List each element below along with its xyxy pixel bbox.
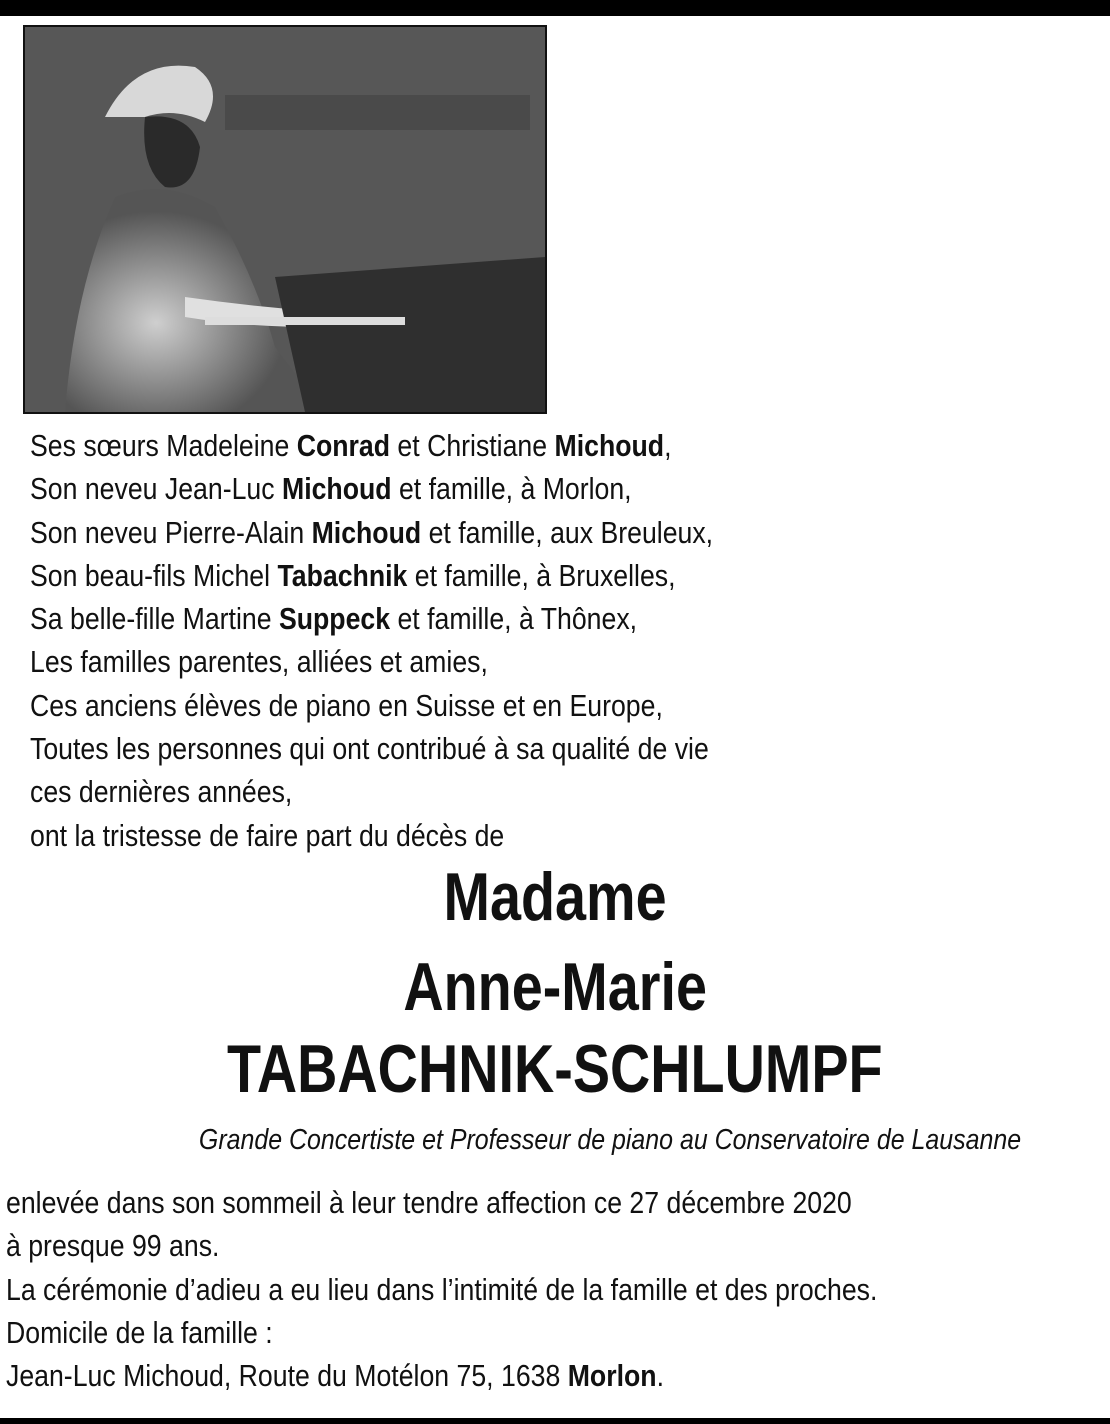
text-segment: à presque 99 ans. [6, 1228, 220, 1264]
text-segment: Ces anciens élèves de piano en Suisse et en Europe, [30, 687, 663, 723]
text-segment: Les familles parentes, alliées et amies, [30, 644, 488, 680]
family-line [30, 511, 713, 554]
family-line [30, 467, 713, 510]
text-segment: Son neveu Pierre-Alain [30, 514, 312, 550]
portrait-image [25, 27, 545, 412]
bold-surname: Conrad [296, 428, 391, 463]
deceased-first-name: Anne-Marie [403, 949, 707, 1025]
deceased-last-name: TABACHNIK-SCHLUMPF [227, 1031, 883, 1107]
deceased-title: Madame [443, 859, 667, 935]
text-segment: ont la tristesse de faire part du décès de [30, 817, 505, 853]
bold-surname: Michoud [311, 514, 422, 550]
text-segment: et famille, aux Breuleux, [421, 514, 714, 550]
text-segment: et Christiane [390, 428, 555, 463]
family-line [30, 640, 713, 683]
family-line [30, 597, 713, 640]
family-line [30, 684, 713, 727]
text-segment: et famille, à Bruxelles, [407, 557, 676, 593]
top-border [0, 0, 1110, 16]
family-line [30, 770, 713, 813]
announcement-family-list [30, 424, 824, 857]
text-segment: . [656, 1358, 664, 1394]
family-line [30, 727, 713, 770]
bottom-border [0, 1418, 1110, 1424]
closing-line [6, 1354, 877, 1397]
text-segment: Domicile de la famille : [6, 1314, 273, 1350]
closing-line [6, 1181, 877, 1224]
closing-line [6, 1311, 877, 1354]
text-segment: Toutes les personnes qui ont contribué à sa qualité de vie [30, 731, 709, 767]
text-segment: La cérémonie d’adieu a eu lieu dans l’intimité de la famille et des proches. [6, 1271, 878, 1307]
text-segment: , [664, 428, 672, 463]
text-segment: et famille, à Morlon, [391, 471, 632, 507]
family-line [30, 424, 713, 467]
text-segment: Ses sœurs Madeleine [30, 428, 297, 463]
family-line [30, 554, 713, 597]
bold-surname: Morlon [567, 1358, 657, 1394]
deceased-description: Grande Concertiste et Professeur de piano au Conservatoire de Lausanne [198, 1124, 1022, 1156]
bold-surname: Michoud [554, 428, 665, 463]
text-segment: Son neveu Jean-Luc [30, 471, 282, 507]
text-segment: ces dernières années, [30, 774, 293, 810]
bold-surname: Suppeck [278, 601, 391, 637]
closing-line [6, 1268, 877, 1311]
text-segment: enlevée dans son sommeil à leur tendre affection ce 27 décembre 2020 [6, 1185, 852, 1220]
text-segment: Sa belle-fille Martine [30, 601, 279, 637]
text-segment: et famille, à Thônex, [390, 601, 638, 637]
text-segment: Son beau-fils Michel [30, 557, 278, 593]
bold-surname: Michoud [281, 471, 392, 507]
closing-text [6, 1181, 1019, 1397]
portrait-photo [23, 25, 547, 414]
family-line [30, 814, 713, 857]
bold-surname: Tabachnik [277, 557, 408, 593]
text-segment: Jean-Luc Michoud, Route du Motélon 75, 1638 [6, 1358, 568, 1394]
closing-line [6, 1224, 877, 1267]
